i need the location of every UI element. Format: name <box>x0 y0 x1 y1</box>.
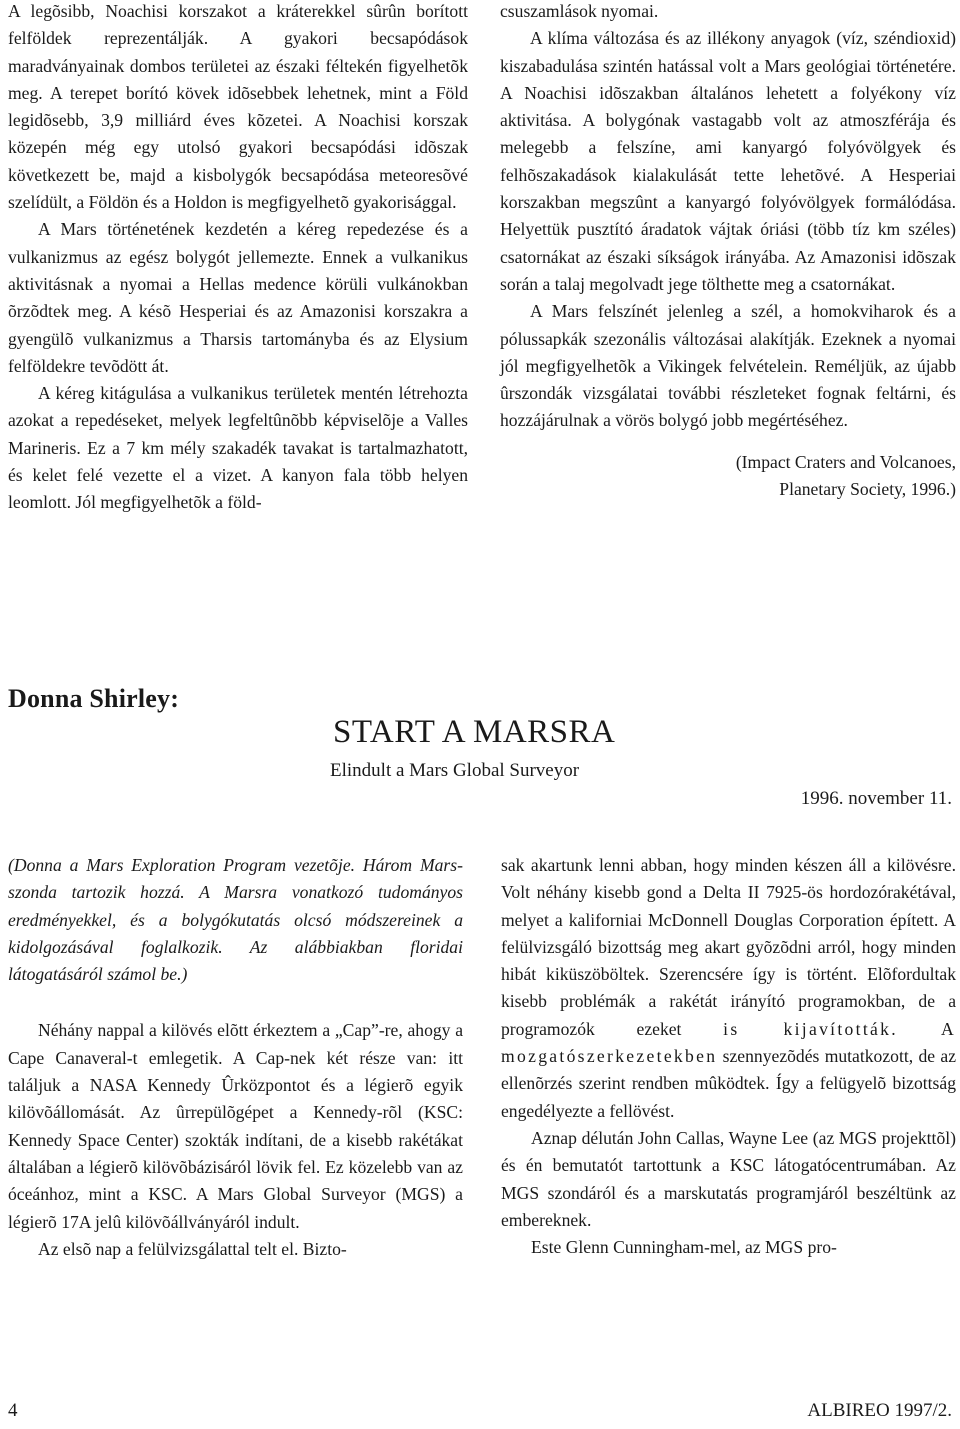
intro-note: (Donna a Mars Exploration Program vezetõje. Három Mars-szonda tartozik hozzá. A Marsra vonatkozó tudományos eredményekkel, és a bolygókutatás olcsó módszereinek a kidolgozásával foglalkozik. Az alábbiakban floridai látogatásáról számol be.) <box>8 855 463 985</box>
paragraph: Az elsõ nap a felülvizsgálattal telt el. Bizto- <box>38 1238 347 1259</box>
citation-line-2: Planetary Society, 1996.) <box>779 479 956 500</box>
bottom-left-column <box>8 852 463 1263</box>
bottom-right-column <box>501 852 956 1261</box>
article-subtitle: Elindult a Mars Global Surveyor <box>330 760 580 781</box>
paragraph: A kéreg kitágulása a vulkanikus területek mentén létrehozta azokat a repedéseket, melyek legfeltûnõbb képviselõje a Valles Marineris. Ez a 7 km mély szakadék tavakat is tartalmazhatott, és kelet felé vezette el a vizet. A kanyon fala több helyen leomlott. Jól megfigyelhetõk a föld- <box>8 383 468 513</box>
paragraph: A legõsibb, Noachisi korszakot a kráterekkel sûrûn borított felföldek reprezentálják. A gyakori becsapódások maradványainak dombos területei az északi féltekén figyelhetõk meg. A terepet borító kövek idõsebbek lehetnek, mint a Föld legidõsebb, 3,9 milliárd éves kõzetei. A Noachisi korszak közepén még egy utolsó gyakori becsapódási idõszak következett be, majd a kisbolygók becsapódása meteoresõvé szelídült, a Földön és a Holdon is megfigyelhetõ gyakorisággal. <box>8 1 468 213</box>
article-author: Donna Shirley: <box>8 684 180 713</box>
citation-line-1: (Impact Craters and Volcanoes, <box>735 451 956 472</box>
paragraph: csuszamlások nyomai. <box>500 1 659 21</box>
paragraph: A Mars felszínét jelenleg a szél, a homokviharok és a pólussapkák szezonális változásai alakítják. Ezeknek a nyomai jól megfigyelhetõk a Vikingek felvételein. Reméljük, az újabb ûrszondák vizsgálatai további részleteket fognak feltárni, és hozzájárulnak a vörös bolygó jobb megértéséhez. <box>500 301 956 431</box>
paragraph: Néhány nappal a kilövés elõtt érkeztem a „Cap”-re, ahogy a Cape Canaveral-t emlegetik. A Cap-nek két része van: itt találjuk a NASA Kennedy Ûrközpontot és a légierõ egyik kilövõállomását. Az ûrrepülõgépet a Kennedy-rõl (KSC: Kennedy Space Center) szokták indítani, de a kisebb rakétákat általában a légierõ kilövõbázisáról lövik fel. Ez közelebb van az óceánhoz, mint a KSC. A Mars Global Surveyor (MGS) a légierõ 17A jelû kilövõállványáról indult. <box>8 1020 463 1232</box>
top-right-column <box>500 0 956 503</box>
paragraph-text-spaced: is kijavították. A mozgatószerkezetekben <box>501 1018 956 1067</box>
paragraph-text: szennyezõdés mutatkozott, de az ellenõrzés szerint rendben mûködtek. Így a felügyelõ bizottság engedélyezte a fellövést. <box>501 1046 956 1121</box>
paragraph: A Mars történetének kezdetén a kéreg repedezése és a vulkanizmus az egész bolygót jellemezte. Ennek a vulkanikus aktivitásnak a nyomai a Hellas medence körüli vulkánokban õrzõdtek meg. A késõ Hesperiai és az Amazonisi korszakra a gyengülõ vulkanizmus a Tharsis tartományba és az Elysium felföldekre tevõdött át. <box>8 219 468 376</box>
paragraph-text: sak akartunk lenni abban, hogy minden készen áll a kilövésre. Volt néhány kisebb gond a Delta II 7925-ös hordozórakétával, melyet a kaliforniai McDonnell Douglas Corporation épített. A felülvizsgáló bizottság meg akart gyõzõdni arról, hogy minden hibát kiküszöböltek. Szerencsére így is történt. Elõfordultak kisebb problémák a rakétát irányító programokban, de a programozók ezeket <box>501 855 956 1039</box>
article-date: 1996. november 11. <box>800 788 952 809</box>
paragraph: Aznap délután John Callas, Wayne Lee (az MGS projekttõl) és én bemutatót tartottunk a KSC látogatócentrumában. Az MGS szondáról és a marskutatás programjáról beszéltünk az embereknek. <box>501 1127 956 1230</box>
article-title: START A MARSRA <box>333 714 616 750</box>
paragraph: A klíma változása és az illékony anyagok (víz, széndioxid) kiszabadulása szintén hatással volt a Mars geológiai történetére. A Noachisi idõszakban általános lehetett a folyékony víz aktivitása. A bolygónak vastagabb volt az atmoszférája és melegebb a felszíne, ami kanyargó folyóvölgyek és felhõszakadások kialakulását tette lehetõvé. A Hesperiai korszakban megszûnt a kanyargó folyóvölgyek formálódása. Helyettük pusztító áradatok vájtak óriási (több tíz km széles) csatornákat az északi síkságok irányába. Az Amazonisi idõszak során a talaj megolvadt jege tölthette meg a csatornákat. <box>500 28 956 294</box>
journal-issue: ALBIREO 1997/2. <box>807 1400 952 1421</box>
top-left-column <box>8 0 468 517</box>
paragraph: Este Glenn Cunningham-mel, az MGS pro- <box>531 1237 837 1258</box>
paragraph <box>501 852 956 1125</box>
page-number: 4 <box>8 1400 18 1421</box>
